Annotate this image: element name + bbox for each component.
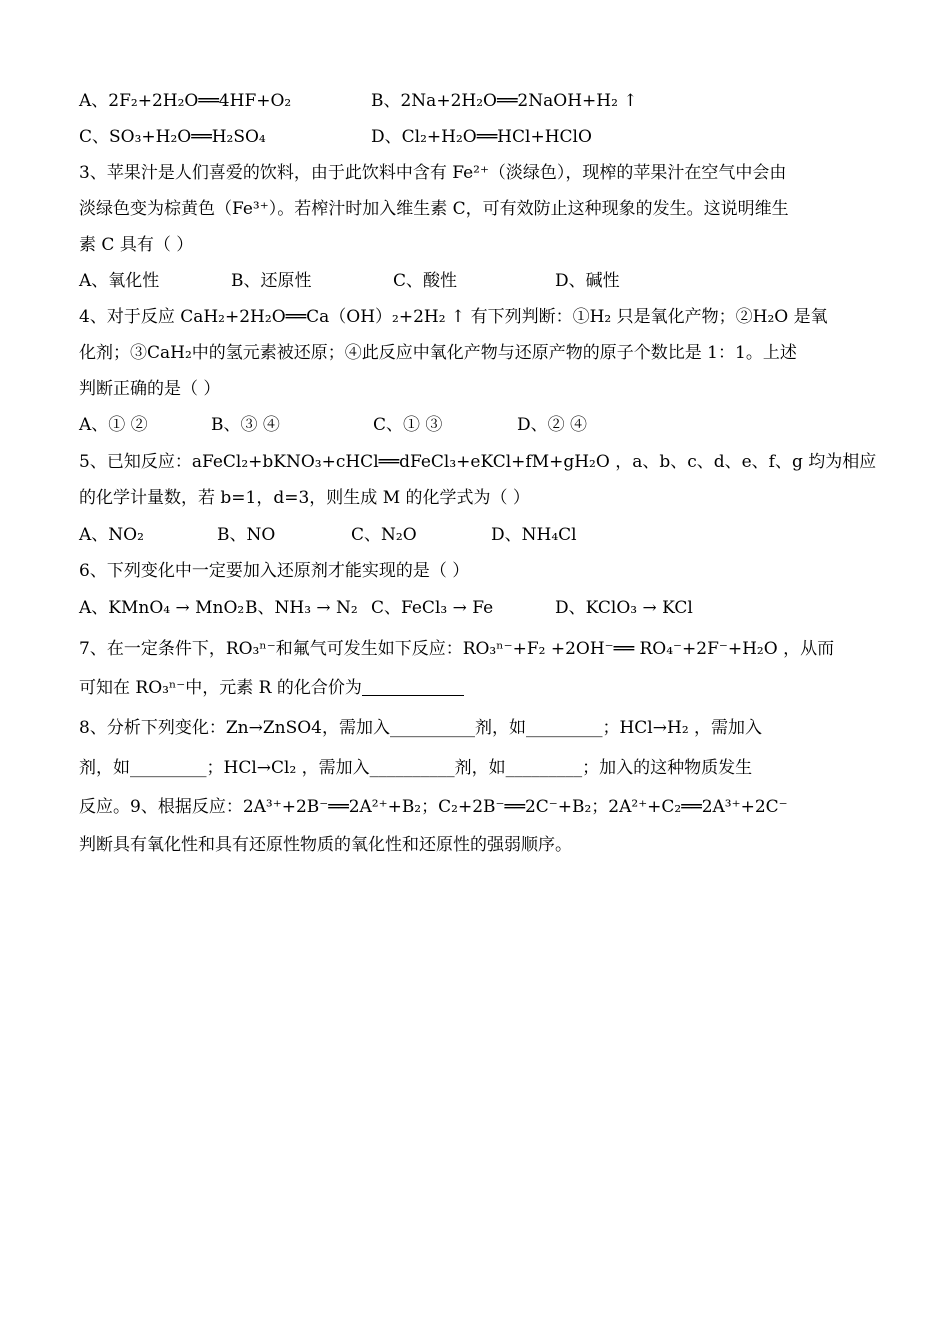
q3-stem-line1: 3、苹果汁是人们喜爱的饮料，由于此饮料中含有 Fe²⁺（淡绿色），现榨的苹果汁在空气中会由 (79, 163, 787, 183)
q5-option-d: D、NH₄Cl (491, 525, 577, 545)
q2-option-c: C、SO₃+H₂O══H₂SO₄ (79, 127, 266, 147)
q3-option-d: D、碱性 (555, 271, 620, 291)
q8-stem-line1: 8、分析下列变化：Zn→ZnSO4，需加入__________剂，如_________；HCl→H₂ ，需加入 (79, 718, 763, 738)
q3-option-b: B、还原性 (231, 271, 312, 291)
q9-stem: 判断具有氧化性和具有还原性物质的氧化性和还原性的强弱顺序。 (79, 835, 572, 855)
q3-stem-line2: 淡绿色变为棕黄色（Fe³⁺）。若榨汁时加入维生素 C，可有效防止这种现象的发生。这说明维生 (79, 199, 789, 219)
q3-option-a: A、氧化性 (79, 271, 160, 291)
q4-stem-line2: 化剂；③CaH₂中的氢元素被还原；④此反应中氧化产物与还原产物的原子个数比是 1：1。上述 (79, 343, 797, 363)
q6-option-c: C、FeCl₃ → Fe (371, 598, 494, 618)
q6-stem: 6、下列变化中一定要加入还原剂才能实现的是（ ） (79, 561, 470, 581)
q2-option-d: D、Cl₂+H₂O══HCl+HClO (371, 127, 592, 147)
q2-option-b: B、2Na+2H₂O══2NaOH+H₂ ↑ (371, 91, 638, 111)
q8-stem-line2: 剂，如_________；HCl→Cl₂ ，需加入__________剂，如_________；加入的这种物质发生 (79, 758, 753, 778)
q7-stem-line2 (79, 677, 464, 699)
q4-option-b: B、③ ④ (211, 415, 280, 435)
q6-option-d: D、KClO₃ → KCl (555, 598, 693, 618)
q6-option-a: A、KMnO₄ → MnO₂ (79, 598, 245, 618)
q6-option-b: B、NH₃ → N₂ (245, 598, 358, 618)
q7-line2-text: 可知在 RO₃ⁿ⁻中，元素 R 的化合价为 (79, 678, 362, 698)
q3-option-c: C、酸性 (393, 271, 458, 291)
q4-option-c: C、① ③ (373, 415, 443, 435)
q5-option-a: A、NO₂ (79, 525, 144, 545)
q4-option-a: A、① ② (79, 415, 148, 435)
q5-stem-line1: 5、已知反应：aFeCl₂+bKNO₃+cHCl══dFeCl₃+eKCl+fM+gH₂O ，a、b、c、d、e、f、g 均为相应 (79, 452, 877, 472)
q2-option-a: A、2F₂+2H₂O══4HF+O₂ (79, 91, 292, 111)
q4-stem-line1: 4、对于反应 CaH₂+2H₂O══Ca（OH）₂+2H₂ ↑ 有下列判断：①H₂ 只是氧化产物；②H₂O 是氧 (79, 307, 828, 327)
q7-answer-blank[interactable] (362, 679, 464, 696)
q5-stem-line2: 的化学计量数，若 b=1，d=3，则生成 M 的化学式为（ ） (79, 488, 530, 508)
q4-option-d: D、② ④ (517, 415, 588, 435)
q8-stem-line3: 反应。9、根据反应：2A³⁺+2B⁻══2A²⁺+B₂；C₂+2B⁻══2C⁻+B₂；2A²⁺+C₂══2A³⁺+2C⁻ (79, 797, 788, 817)
q3-stem-line3: 素 C 具有（ ） (79, 235, 194, 255)
q5-option-c: C、N₂O (351, 525, 417, 545)
q5-option-b: B、NO (217, 525, 276, 545)
q4-stem-line3: 判断正确的是（ ） (79, 379, 221, 399)
q7-stem-line1: 7、在一定条件下，RO₃ⁿ⁻和氟气可发生如下反应：RO₃ⁿ⁻+F₂ +2OH⁻══ RO₄⁻+2F⁻+H₂O ，从而 (79, 639, 835, 659)
